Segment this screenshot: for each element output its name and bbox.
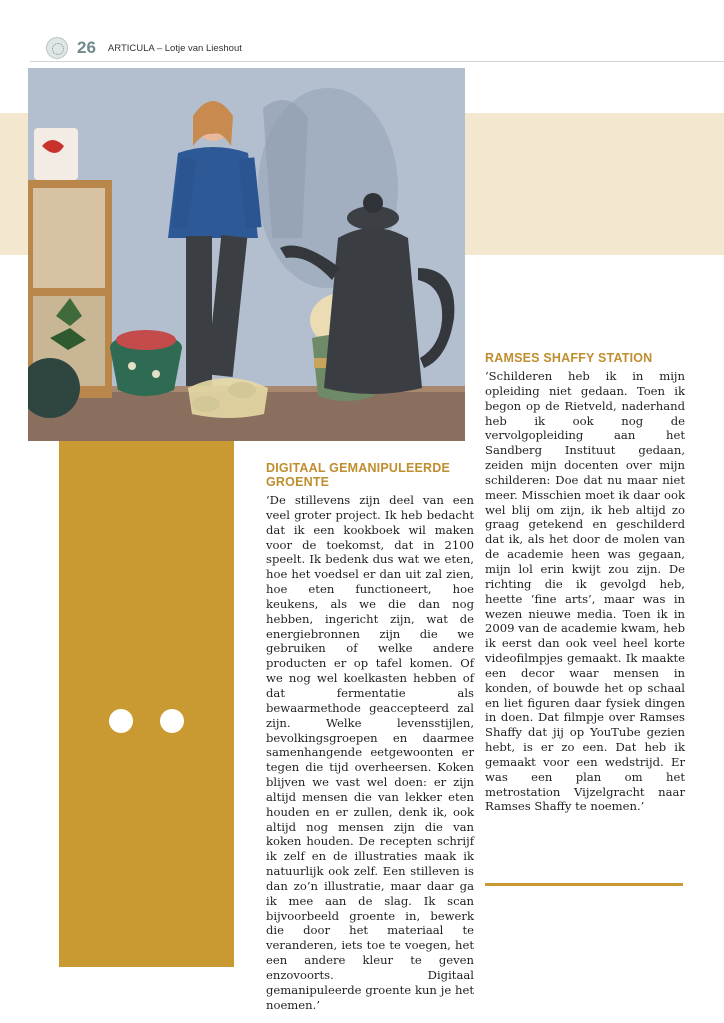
section-body: ‘De stillevens zijn deel van een veel groter project. Ik heb bedacht dat ik een kookboek wil maken voor de toekomst, dat in 2100 speelt. Ik bedenk dus wat we eten, hoe het voedsel er dan uit zal zien, hoe eten functioneert, hoe keukens, als we die dan nog hebben, ingericht zijn, wat de energiebronnen zijn die we gebruiken of welke andere producten er op tafel komen. Of we nog wel koelkasten hebben of dat fermentatie als bewaarmethode geaccepteerd zal zijn. Welke levensstijlen, bevolkingsgroepen en daarmee samenhangende eetgewoonten er tegen die tijd overheersen. Koken blijven we vast wel doen: er zijn altijd mensen die van lekker eten houden en er zullen, denk ik, ook altijd nog mensen zijn die van koken houden. De recepten schrijf ik zelf en de illustraties maak ik natuurlijk ook zelf. Een stilleven is dan zo’n illustratie, maar daar ga ik mee aan de slag. Ik scan bijvoorbeeld groente in, bewerk die door het materiaal te veranderen, iets toe te voegen, het een andere kleur te geven enzovoorts. Digitaal gemanipuleerde groente kun je het noemen.’ xyxy=(266,493,474,1012)
header-divider xyxy=(30,61,724,62)
section-body: ‘Schilderen heb ik in mijn opleiding niet gedaan. Toen ik begon op de Rietveld, naderhand heb ik ook nog de vervolgopleiding aan het Sandberg Instituut gedaan, zeiden mijn docenten over mijn schilderen: Doe dat nu maar niet meer. Misschien moet ik daar ook wel blij om zijn, ik heb altijd zo graag getekend en geschilderd dat ik, als het door de molen van de academie heen was gegaan, mijn lol erin kwijt zou zijn. De richting die ik gevolgd heb, heette ‘fine arts’, maar was in wezen nieuwe media. Toen ik in 2009 van de academie kwam, heb ik eerst dan ook veel heel korte videofilmpjes gemaakt. Ik maakte een decor waar mensen in konden, of bouwde het op schaal en liet figuren daar fysiek dingen in doen. Dat filmpje over Ramses Shaffy dat jij op YouTube gezien hebt, is er zo een. Dat heb ik gemaakt voor een wedstrijd. Er was een plan om het metrostation Vijzelgracht naar Ramses Shaffy te noemen.’ xyxy=(485,369,685,814)
end-divider xyxy=(485,883,683,886)
column-left xyxy=(266,461,474,1013)
gold-accent-block xyxy=(59,441,234,967)
decorative-dot xyxy=(109,709,133,733)
portrait-photo xyxy=(28,68,465,441)
section-heading: DIGITAAL GEMANIPULEERDE GROENTE xyxy=(266,461,451,489)
decorative-dot xyxy=(160,709,184,733)
magazine-logo-icon xyxy=(46,37,68,59)
column-right xyxy=(485,351,685,814)
page-header xyxy=(46,36,242,60)
section-heading: RAMSES SHAFFY STATION xyxy=(485,351,653,365)
page-number: 26 xyxy=(77,38,96,57)
running-title: ARTICULA – Lotje van Lieshout xyxy=(107,42,242,54)
